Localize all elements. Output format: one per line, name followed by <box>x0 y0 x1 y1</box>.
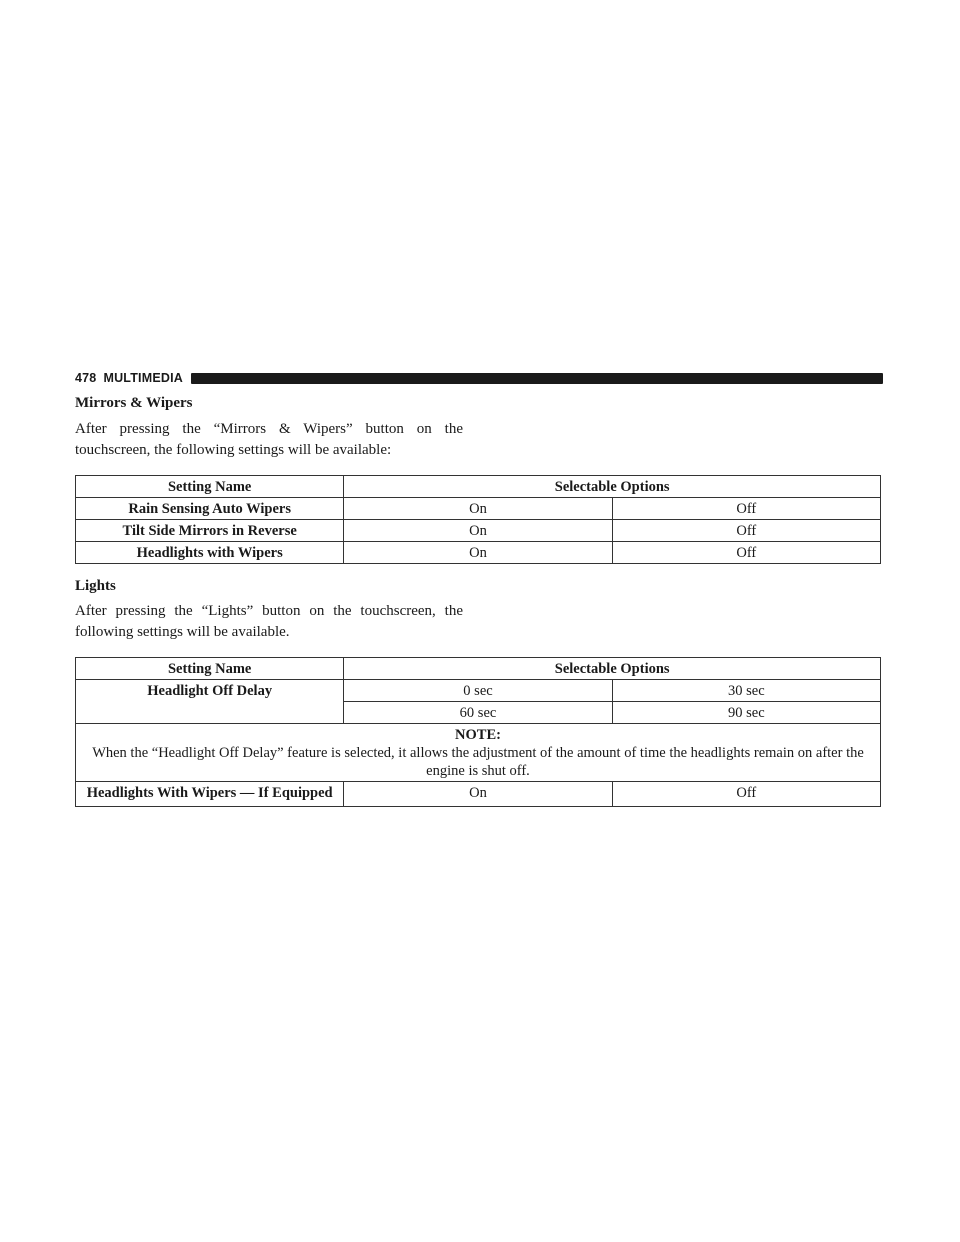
table-header-row <box>76 658 881 680</box>
lights-settings-table <box>75 657 881 807</box>
option-off: Off <box>612 498 880 520</box>
option-0-sec: 0 sec <box>344 680 612 702</box>
section-title: MULTIMEDIA <box>103 371 184 385</box>
setting-name: Rain Sensing Auto Wipers <box>76 498 344 520</box>
col-selectable-options: Selectable Options <box>344 658 881 680</box>
mirrors-intro: After pressing the “Mirrors & Wipers” button on the touchscreen, the following settings will be available: <box>75 421 463 458</box>
table-row <box>76 520 881 542</box>
lights-heading: Lights <box>75 578 116 594</box>
note-cell <box>76 724 881 782</box>
option-on: On <box>344 498 612 520</box>
option-90-sec: 90 sec <box>612 702 880 724</box>
option-on: On <box>344 542 612 564</box>
option-off: Off <box>612 520 880 542</box>
setting-name: Headlights with Wipers <box>76 542 344 564</box>
note-label: NOTE: <box>455 727 501 743</box>
option-on: On <box>344 782 612 807</box>
mirrors-settings-table <box>75 475 881 564</box>
setting-name: Tilt Side Mirrors in Reverse <box>76 520 344 542</box>
table-row <box>76 498 881 520</box>
note-row <box>76 724 881 782</box>
option-off: Off <box>612 542 880 564</box>
page-number: 478 <box>75 371 97 385</box>
table-row <box>76 542 881 564</box>
setting-name: Headlights With Wipers — If Equipped <box>76 782 344 807</box>
col-setting-name: Setting Name <box>76 658 344 680</box>
mirrors-heading: Mirrors & Wipers <box>75 395 193 411</box>
table-row <box>76 680 881 702</box>
page-header <box>75 371 883 385</box>
table-row <box>76 782 881 807</box>
option-off: Off <box>612 782 880 807</box>
col-setting-name: Setting Name <box>76 476 344 498</box>
note-text: When the “Headlight Off Delay” feature is selected, it allows the adjustment of the amount of time the headlights remain on after the engine is shut off. <box>92 745 864 779</box>
col-selectable-options: Selectable Options <box>344 476 881 498</box>
option-60-sec: 60 sec <box>344 702 612 724</box>
option-30-sec: 30 sec <box>612 680 880 702</box>
table-header-row <box>76 476 881 498</box>
lights-intro: After pressing the “Lights” button on the touchscreen, the following settings will be available. <box>75 603 463 640</box>
option-on: On <box>344 520 612 542</box>
header-rule <box>191 373 883 384</box>
setting-name: Headlight Off Delay <box>76 680 344 724</box>
